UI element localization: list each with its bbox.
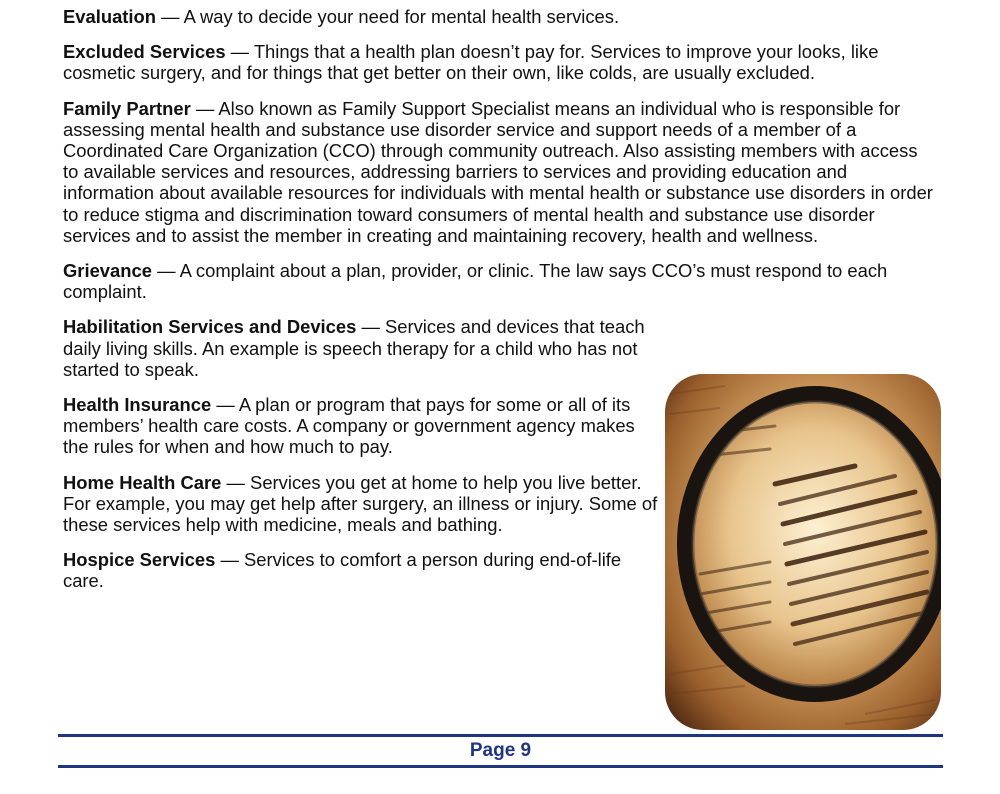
glossary-entry-hospice-services: Hospice Services — Services to comfort a person during end-of-life care. bbox=[63, 549, 622, 592]
glossary-definition: Services you get at home to help you live better. For example, you may get help after surgery, an illness or injury. Some of these services help with medicine, meals and bathing. bbox=[63, 471, 658, 536]
glossary-definition: Services to comfort a person during end-of-life care. bbox=[63, 549, 622, 592]
footer-rule-top bbox=[58, 734, 943, 737]
glossary-entry-home-health-care: Home Health Care — Services you get at home to help you live better. For example, you may get help after surgery, an illness or injury. Some of these services help with medicine, meals and bathing. bbox=[63, 471, 658, 536]
magnifying-glass-dictionary-photo bbox=[665, 374, 941, 730]
glossary-entry-grievance: Grievance — A complaint about a plan, provider, or clinic. The law says CCO’s must respond to each complaint. bbox=[63, 260, 888, 303]
glossary-term: Evaluation bbox=[63, 6, 156, 27]
glossary-entry-health-insurance: Health Insurance — A plan or program that pays for some or all of its members’ health care costs. A company or government agency makes the rules for when and how much to pay. bbox=[63, 394, 635, 458]
glossary-entry-evaluation: Evaluation — A way to decide your need for mental health services. bbox=[63, 6, 620, 27]
glossary-term: Health Insurance bbox=[63, 394, 212, 416]
glossary-term: Home Health Care bbox=[63, 471, 222, 493]
glossary-term: Habilitation Services and Devices bbox=[63, 316, 357, 338]
page-number: Page 9 bbox=[469, 740, 532, 761]
glossary-definition: A plan or program that pays for some or all of its members’ health care costs. A company or government agency makes the rules for when and how much to pay. bbox=[63, 394, 635, 458]
glossary-definition: Services and devices that teach daily living skills. An example is speech therapy for a child who has not started to speak. bbox=[63, 316, 645, 380]
glossary-entry-habilitation-services: Habilitation Services and Devices — Services and devices that teach daily living skills. An example is speech therapy for a child who has not started to speak. bbox=[63, 316, 645, 380]
glossary-definition: A complaint about a plan, provider, or clinic. The law says CCO’s must respond to each complaint. bbox=[63, 260, 888, 303]
glossary-entry-excluded-services: Excluded Services — Things that a health plan doesn’t pay for. Services to improve your looks, like cosmetic surgery, and for things that get better on their own, like colds, are usually excluded. bbox=[63, 41, 879, 84]
glossary-term: Excluded Services bbox=[63, 41, 226, 63]
glossary-term: Family Partner bbox=[63, 97, 191, 119]
glossary-term: Grievance bbox=[63, 260, 152, 282]
glossary-term: Hospice Services bbox=[63, 549, 216, 571]
glossary-entry-family-partner: Family Partner — Also known as Family Support Specialist means an individual who is responsible for assessing mental health and substance use disorder service and support needs of a member of a Coordinated Care Organization (CCO) through community outreach. Also assisting members with access to available services and resources, addressing barriers to services and providing education and information about available resources for individuals with mental health or substance use disorders in order to reduce stigma and discrimination toward consumers of mental health and substance use disorder services and to assist the member in creating and maintaining recovery, health and wellness. bbox=[63, 97, 933, 246]
glossary-definition: A way to decide your need for mental health services. bbox=[183, 6, 620, 27]
magnifying-glass-icon bbox=[665, 374, 941, 730]
glossary-definition: Things that a health plan doesn’t pay for. Services to improve your looks, like cosmetic surgery, and for things that get better on their own, like colds, are usually excluded. bbox=[63, 41, 879, 84]
glossary-definition: Also known as Family Support Specialist means an individual who is responsible for assessing mental health and substance use disorder service and support needs of a member of a Coordinated Care Organization (CCO) through community outreach. Also assisting members with access to available services and resources, addressing barriers to services and providing education and information about available resources for individuals with mental health or substance use disorders in order to reduce stigma and discrimination toward consumers of mental health and substance use disorder services and to assist the member in creating and maintaining recovery, health and wellness. bbox=[63, 97, 933, 246]
footer-rule-bottom bbox=[58, 765, 943, 768]
